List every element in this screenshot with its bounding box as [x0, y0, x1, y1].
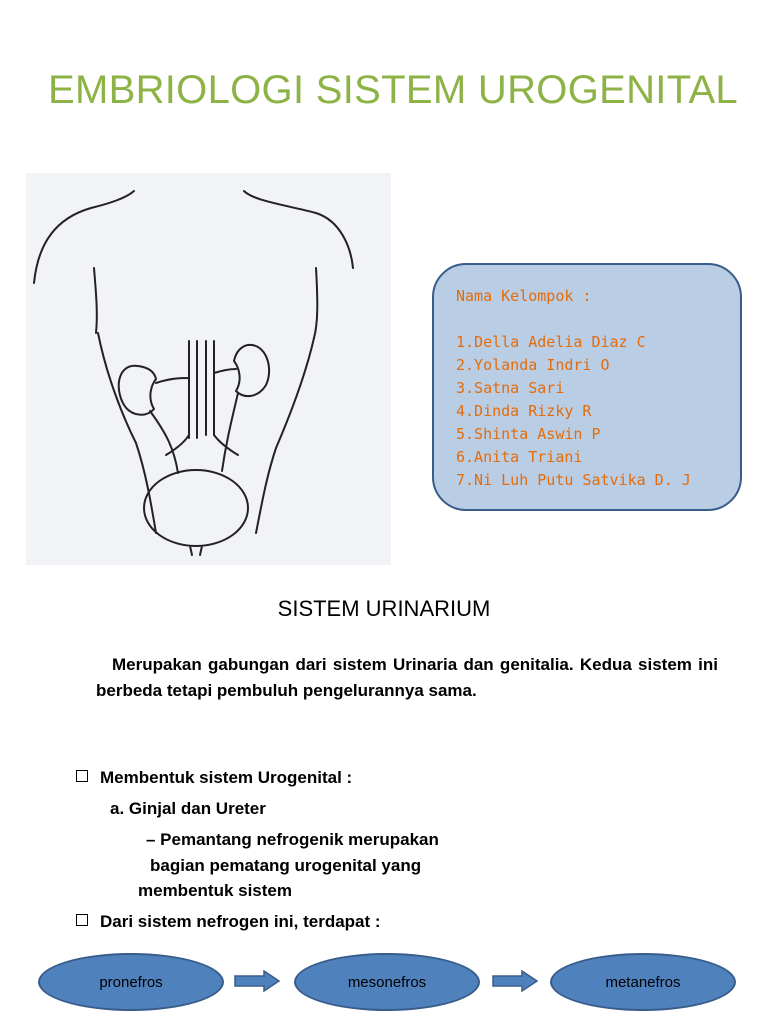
member-item: 6.Anita Triani: [456, 448, 583, 466]
flow-node-metanefros: metanefros: [550, 953, 736, 1011]
member-item: 4.Dinda Rizky R: [456, 402, 592, 420]
checkbox-bullet-icon: [76, 770, 88, 782]
page-title: EMBRIOLOGI SISTEM UROGENITAL: [48, 68, 738, 112]
dash-line: – Pemantang nefrogenik merupakan: [146, 830, 439, 849]
intro-paragraph: [96, 652, 718, 704]
urinary-system-illustration: [26, 173, 391, 565]
flow-node-mesonefros: mesonefros: [294, 953, 480, 1011]
right-arrow-icon: [234, 970, 280, 992]
bullet-text: Dari sistem nefrogen ini, terdapat :: [100, 912, 381, 931]
group-members-box: [432, 263, 742, 511]
group-heading: Nama Kelompok :: [456, 287, 592, 305]
dash-line: bagian pematang urogenital yang: [150, 856, 422, 875]
member-item: 7.Ni Luh Putu Satvika D. J: [456, 471, 691, 489]
flow-node-pronefros: pronefros: [38, 953, 224, 1011]
section-title: SISTEM URINARIUM: [277, 596, 491, 621]
sub-item-a: a. Ginjal dan Ureter: [110, 799, 266, 818]
dash-line: membentuk sistem: [138, 881, 292, 900]
right-arrow-icon: [492, 970, 538, 992]
bullet-urogenital: [76, 768, 352, 788]
bullet-nefrogen: [76, 912, 381, 932]
member-item: 1.Della Adelia Diaz C: [456, 333, 646, 351]
member-item: 3.Satna Sari: [456, 379, 565, 397]
bullet-text: Membentuk sistem Urogenital :: [100, 768, 353, 787]
intro-paragraph-text: Merupakan gabungan dari sistem Urinaria dan genitalia. Kedua sistem ini berbeda tetapi pembuluh pengelurannya sama.: [96, 655, 718, 700]
checkbox-bullet-icon: [76, 914, 88, 926]
member-item: 5.Shinta Aswin P: [456, 425, 601, 443]
member-item: 2.Yolanda Indri O: [456, 356, 610, 374]
